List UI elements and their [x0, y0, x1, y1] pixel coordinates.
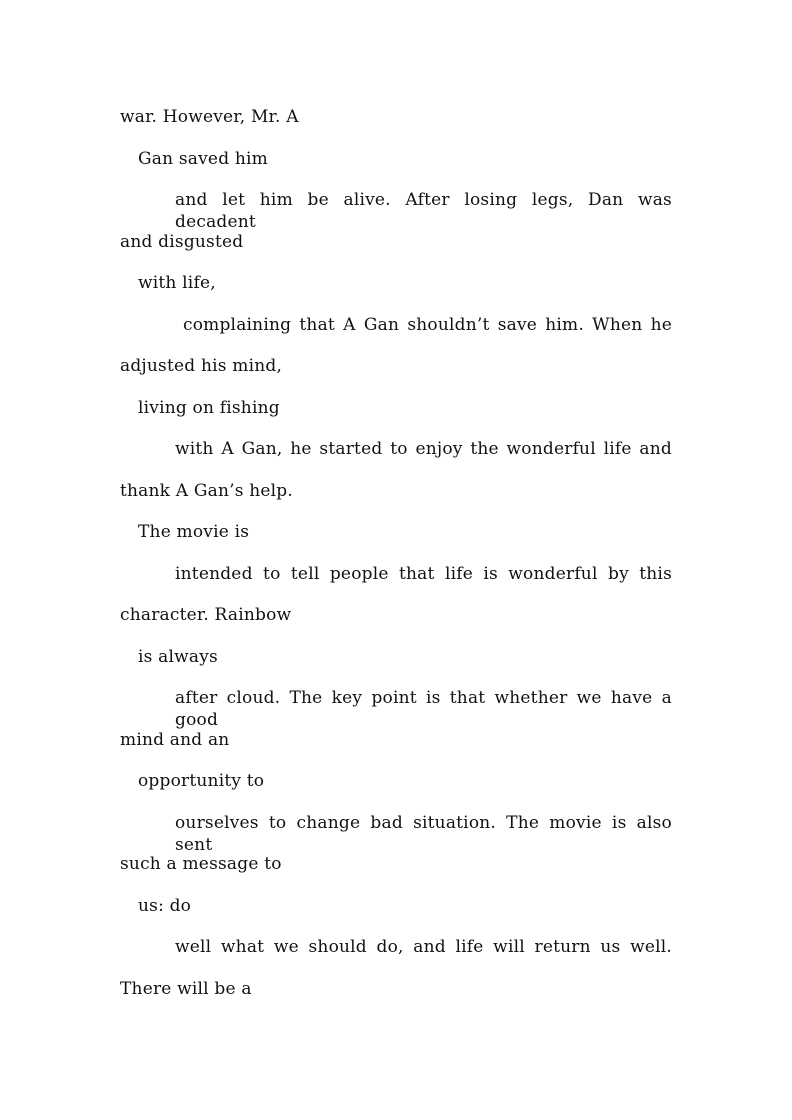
text-line: character. Rainbow — [120, 605, 292, 625]
text-line: and disgusted — [120, 232, 244, 252]
text-line: ourselves to change bad situation. The movie is also sent — [175, 813, 672, 855]
text-line: is always — [138, 647, 218, 667]
text-line: living on fishing — [138, 398, 280, 418]
text-line: opportunity to — [138, 771, 265, 791]
text-line: thank A Gan’s help. — [120, 481, 293, 501]
text-line: Gan saved him — [138, 149, 268, 169]
text-line: intended to tell people that life is wonderful by this — [175, 564, 672, 584]
text-line: with A Gan, he started to enjoy the wonderful life and — [175, 439, 672, 459]
text-line: with life, — [138, 273, 216, 293]
text-line: adjusted his mind, — [120, 356, 283, 376]
text-line: after cloud. The key point is that whether we have a good — [175, 688, 672, 730]
text-line: war. However, Mr. A — [120, 107, 299, 127]
text-line: There will be a — [120, 979, 252, 999]
text-line: such a message to — [120, 854, 282, 874]
text-line: and let him be alive. After losing legs, Dan was decadent — [175, 190, 672, 232]
text-line: well what we should do, and life will return us well. — [175, 937, 672, 957]
text-line: us: do — [138, 896, 192, 916]
text-line: complaining that A Gan shouldn’t save him. When he — [183, 315, 672, 335]
text-line: mind and an — [120, 730, 230, 750]
text-line: The movie is — [138, 522, 250, 542]
